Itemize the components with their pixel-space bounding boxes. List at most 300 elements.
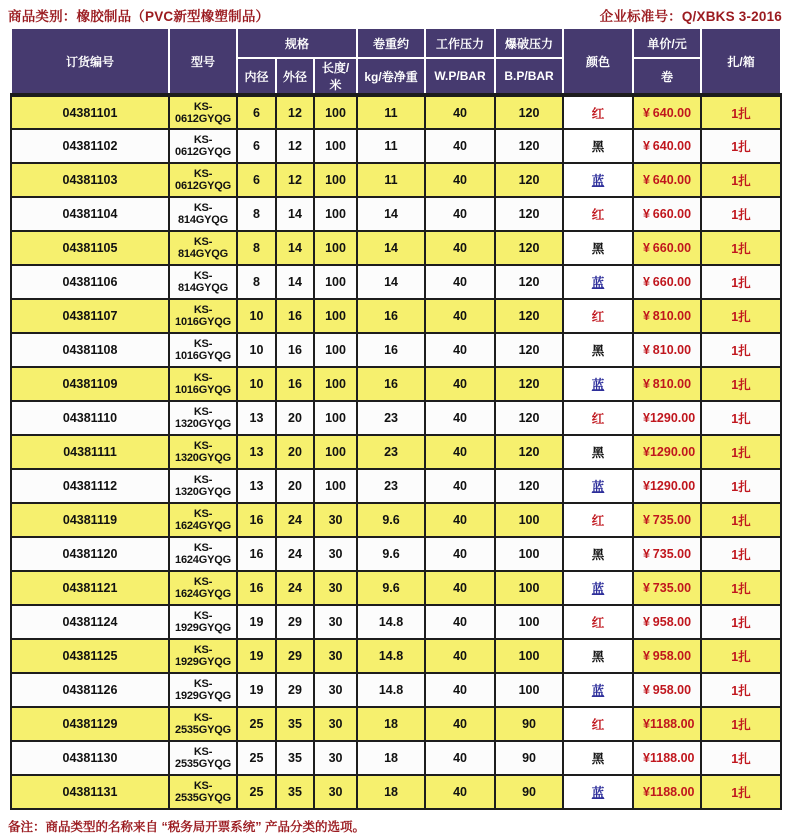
- roll-weight-cell: 18: [357, 707, 425, 741]
- burst-pressure-cell: 100: [495, 673, 563, 707]
- working-pressure-cell: 40: [425, 265, 495, 299]
- working-pressure-cell: 40: [425, 537, 495, 571]
- roll-weight-cell: 23: [357, 435, 425, 469]
- color-cell: [563, 503, 633, 537]
- length-cell: 100: [314, 163, 357, 197]
- order-number-cell: 04381107: [11, 299, 169, 333]
- table-row: [11, 163, 781, 197]
- roll-weight-cell: 14.8: [357, 605, 425, 639]
- color-cell: [563, 401, 633, 435]
- working-pressure-cell: 40: [425, 163, 495, 197]
- length-cell: 100: [314, 197, 357, 231]
- inner-diameter-cell: 6: [237, 95, 276, 129]
- table-row: [11, 639, 781, 673]
- color-cell: [563, 163, 633, 197]
- currency-symbol: ¥: [643, 139, 650, 153]
- roll-weight-cell: 18: [357, 741, 425, 775]
- currency-symbol: ¥: [643, 343, 650, 357]
- bundle-cell: 1扎: [701, 401, 781, 435]
- length-cell: 30: [314, 503, 357, 537]
- order-number-cell: 04381103: [11, 163, 169, 197]
- roll-weight-cell: 14.8: [357, 639, 425, 673]
- working-pressure-cell: 40: [425, 469, 495, 503]
- price-cell: [633, 197, 701, 231]
- model-cell: KS-814GYQG: [169, 265, 237, 299]
- table-row: [11, 95, 781, 129]
- working-pressure-cell: 40: [425, 299, 495, 333]
- outer-diameter-cell: 14: [276, 197, 314, 231]
- bundle-cell: 1扎: [701, 639, 781, 673]
- price-table-container: [10, 27, 780, 810]
- price-cell: [633, 299, 701, 333]
- roll-weight-cell: 16: [357, 299, 425, 333]
- table-row: [11, 469, 781, 503]
- length-cell: 100: [314, 299, 357, 333]
- color-cell: [563, 639, 633, 673]
- model-cell: KS-2535GYQG: [169, 775, 237, 809]
- roll-weight-cell: 9.6: [357, 571, 425, 605]
- roll-weight-cell: 14: [357, 265, 425, 299]
- color-cell: [563, 95, 633, 129]
- col-header-burst-pressure: 爆破压力: [495, 28, 563, 58]
- color-value: 蓝: [591, 276, 605, 290]
- outer-diameter-cell: 20: [276, 469, 314, 503]
- currency-symbol: ¥: [643, 173, 650, 187]
- bundle-cell: 1扎: [701, 469, 781, 503]
- color-value: 红: [591, 310, 605, 324]
- burst-pressure-cell: 100: [495, 605, 563, 639]
- price-amount: 660.00: [652, 207, 692, 221]
- price-amount: 660.00: [652, 275, 692, 289]
- col-header-bundle: 扎/箱: [701, 28, 781, 95]
- table-row: [11, 741, 781, 775]
- color-value: 红: [591, 106, 605, 121]
- roll-weight-cell: 14: [357, 231, 425, 265]
- table-row: [11, 537, 781, 571]
- bundle-cell: 1扎: [701, 775, 781, 809]
- length-cell: 30: [314, 605, 357, 639]
- color-value: 黑: [591, 344, 605, 358]
- model-cell: KS-1320GYQG: [169, 469, 237, 503]
- col-header-inner-diameter: 内径: [237, 58, 276, 95]
- category-label: 商品类别：橡胶制品（PVC新型橡塑制品）: [8, 8, 270, 24]
- inner-diameter-cell: 13: [237, 469, 276, 503]
- currency-symbol: ¥: [643, 717, 650, 731]
- roll-weight-cell: 9.6: [357, 503, 425, 537]
- bundle-cell: 1扎: [701, 367, 781, 401]
- working-pressure-cell: 40: [425, 639, 495, 673]
- inner-diameter-cell: 25: [237, 741, 276, 775]
- bundle-cell: 1扎: [701, 537, 781, 571]
- burst-pressure-cell: 120: [495, 129, 563, 163]
- color-value: 蓝: [591, 174, 605, 188]
- outer-diameter-cell: 24: [276, 537, 314, 571]
- outer-diameter-cell: 12: [276, 95, 314, 129]
- color-cell: [563, 197, 633, 231]
- roll-weight-cell: 18: [357, 775, 425, 809]
- price-amount: 1188.00: [649, 751, 695, 765]
- table-row: [11, 299, 781, 333]
- inner-diameter-cell: 19: [237, 605, 276, 639]
- table-row: [11, 333, 781, 367]
- color-value: 黑: [591, 752, 605, 766]
- price-cell: [633, 775, 701, 809]
- table-row: [11, 605, 781, 639]
- price-amount: 1188.00: [649, 717, 695, 731]
- model-cell: KS-814GYQG: [169, 231, 237, 265]
- working-pressure-cell: 40: [425, 605, 495, 639]
- table-row: [11, 129, 781, 163]
- inner-diameter-cell: 13: [237, 401, 276, 435]
- working-pressure-cell: 40: [425, 129, 495, 163]
- price-cell: [633, 605, 701, 639]
- burst-pressure-cell: 90: [495, 775, 563, 809]
- color-value: 红: [591, 616, 605, 630]
- working-pressure-cell: 40: [425, 571, 495, 605]
- price-amount: 810.00: [652, 377, 692, 391]
- price-amount: 640.00: [652, 139, 692, 153]
- col-header-bp-unit: B.P/BAR: [495, 58, 563, 95]
- order-number-cell: 04381111: [11, 435, 169, 469]
- inner-diameter-cell: 16: [237, 537, 276, 571]
- bundle-cell: 1扎: [701, 707, 781, 741]
- order-number-cell: 04381124: [11, 605, 169, 639]
- price-cell: [633, 673, 701, 707]
- color-cell: [563, 707, 633, 741]
- table-row: [11, 775, 781, 809]
- outer-diameter-cell: 16: [276, 333, 314, 367]
- working-pressure-cell: 40: [425, 333, 495, 367]
- working-pressure-cell: 40: [425, 197, 495, 231]
- model-cell: KS-1929GYQG: [169, 639, 237, 673]
- model-cell: KS-0612GYQG: [169, 95, 237, 129]
- price-amount: 1290.00: [649, 411, 696, 425]
- table-row: [11, 571, 781, 605]
- order-number-cell: 04381126: [11, 673, 169, 707]
- color-cell: [563, 775, 633, 809]
- bundle-cell: 1扎: [701, 299, 781, 333]
- working-pressure-cell: 40: [425, 435, 495, 469]
- bundle-cell: 1扎: [701, 231, 781, 265]
- inner-diameter-cell: 13: [237, 435, 276, 469]
- working-pressure-cell: 40: [425, 503, 495, 537]
- table-row: [11, 401, 781, 435]
- inner-diameter-cell: 19: [237, 673, 276, 707]
- burst-pressure-cell: 120: [495, 163, 563, 197]
- color-cell: [563, 571, 633, 605]
- currency-symbol: ¥: [643, 105, 650, 120]
- outer-diameter-cell: 24: [276, 571, 314, 605]
- table-row: [11, 197, 781, 231]
- roll-weight-cell: 16: [357, 367, 425, 401]
- price-cell: [633, 741, 701, 775]
- burst-pressure-cell: 120: [495, 367, 563, 401]
- bundle-cell: 1扎: [701, 571, 781, 605]
- order-number-cell: 04381119: [11, 503, 169, 537]
- color-cell: [563, 605, 633, 639]
- color-value: 黑: [591, 140, 605, 154]
- price-table: [10, 27, 782, 810]
- price-cell: [633, 571, 701, 605]
- working-pressure-cell: 40: [425, 231, 495, 265]
- color-cell: [563, 333, 633, 367]
- color-cell: [563, 367, 633, 401]
- burst-pressure-cell: 90: [495, 707, 563, 741]
- length-cell: 30: [314, 775, 357, 809]
- model-cell: KS-1624GYQG: [169, 571, 237, 605]
- color-value: 黑: [591, 242, 605, 256]
- currency-symbol: ¥: [643, 479, 650, 493]
- price-amount: 958.00: [652, 615, 692, 629]
- table-row: [11, 707, 781, 741]
- table-row: [11, 503, 781, 537]
- inner-diameter-cell: 10: [237, 299, 276, 333]
- bundle-cell: 1扎: [701, 435, 781, 469]
- order-number-cell: 04381131: [11, 775, 169, 809]
- table-row: [11, 265, 781, 299]
- inner-diameter-cell: 8: [237, 265, 276, 299]
- color-value: 蓝: [591, 378, 605, 392]
- length-cell: 100: [314, 469, 357, 503]
- price-amount: 810.00: [652, 343, 692, 357]
- price-cell: [633, 401, 701, 435]
- model-cell: KS-1016GYQG: [169, 299, 237, 333]
- burst-pressure-cell: 120: [495, 265, 563, 299]
- model-cell: KS-814GYQG: [169, 197, 237, 231]
- price-cell: [633, 265, 701, 299]
- inner-diameter-cell: 6: [237, 163, 276, 197]
- roll-weight-cell: 23: [357, 401, 425, 435]
- currency-symbol: ¥: [643, 207, 650, 221]
- burst-pressure-cell: 120: [495, 299, 563, 333]
- burst-pressure-cell: 120: [495, 435, 563, 469]
- col-header-working-pressure: 工作压力: [425, 28, 495, 58]
- inner-diameter-cell: 16: [237, 503, 276, 537]
- burst-pressure-cell: 120: [495, 333, 563, 367]
- currency-symbol: ¥: [643, 411, 650, 425]
- length-cell: 30: [314, 673, 357, 707]
- burst-pressure-cell: 100: [495, 537, 563, 571]
- color-value: 红: [591, 718, 605, 732]
- price-cell: [633, 231, 701, 265]
- model-cell: KS-1929GYQG: [169, 605, 237, 639]
- outer-diameter-cell: 20: [276, 401, 314, 435]
- inner-diameter-cell: 6: [237, 129, 276, 163]
- outer-diameter-cell: 20: [276, 435, 314, 469]
- inner-diameter-cell: 16: [237, 571, 276, 605]
- price-cell: [633, 435, 701, 469]
- length-cell: 100: [314, 265, 357, 299]
- roll-weight-cell: 23: [357, 469, 425, 503]
- price-cell: [633, 95, 701, 129]
- model-cell: KS-0612GYQG: [169, 129, 237, 163]
- outer-diameter-cell: 35: [276, 741, 314, 775]
- working-pressure-cell: 40: [425, 775, 495, 809]
- model-cell: KS-1016GYQG: [169, 367, 237, 401]
- table-row: [11, 367, 781, 401]
- bundle-cell: 1扎: [701, 197, 781, 231]
- order-number-cell: 04381109: [11, 367, 169, 401]
- currency-symbol: ¥: [643, 445, 650, 459]
- order-number-cell: 04381120: [11, 537, 169, 571]
- table-row: [11, 673, 781, 707]
- currency-symbol: ¥: [643, 751, 650, 765]
- col-header-spec-group: 规格: [237, 28, 357, 58]
- color-value: 黑: [591, 650, 605, 664]
- outer-diameter-cell: 12: [276, 163, 314, 197]
- price-amount: 1290.00: [649, 445, 696, 459]
- model-cell: KS-1016GYQG: [169, 333, 237, 367]
- bundle-cell: 1扎: [701, 129, 781, 163]
- inner-diameter-cell: 10: [237, 333, 276, 367]
- color-value: 蓝: [591, 684, 605, 698]
- burst-pressure-cell: 120: [495, 231, 563, 265]
- inner-diameter-cell: 25: [237, 775, 276, 809]
- model-cell: KS-0612GYQG: [169, 163, 237, 197]
- length-cell: 30: [314, 639, 357, 673]
- remark-note: 备注：商品类型的名称来自 “税务局开票系统” 产品分类的选项。: [8, 820, 365, 834]
- price-amount: 1188.00: [649, 785, 695, 799]
- length-cell: 100: [314, 367, 357, 401]
- burst-pressure-cell: 100: [495, 639, 563, 673]
- outer-diameter-cell: 12: [276, 129, 314, 163]
- bundle-cell: 1扎: [701, 333, 781, 367]
- price-amount: 1290.00: [649, 479, 696, 493]
- bundle-cell: 1扎: [701, 163, 781, 197]
- outer-diameter-cell: 29: [276, 673, 314, 707]
- length-cell: 100: [314, 333, 357, 367]
- color-cell: [563, 129, 633, 163]
- currency-symbol: ¥: [643, 513, 650, 527]
- currency-symbol: ¥: [643, 649, 650, 663]
- roll-weight-cell: 11: [357, 163, 425, 197]
- order-number-cell: 04381130: [11, 741, 169, 775]
- price-cell: [633, 639, 701, 673]
- outer-diameter-cell: 35: [276, 707, 314, 741]
- col-header-outer-diameter: 外径: [276, 58, 314, 95]
- inner-diameter-cell: 8: [237, 231, 276, 265]
- color-value: 蓝: [591, 786, 605, 800]
- order-number-cell: 04381129: [11, 707, 169, 741]
- price-amount: 810.00: [652, 309, 692, 323]
- price-amount: 660.00: [652, 241, 692, 255]
- roll-weight-cell: 11: [357, 95, 425, 129]
- price-cell: [633, 469, 701, 503]
- currency-symbol: ¥: [643, 615, 650, 629]
- table-body: [11, 95, 781, 809]
- col-header-model: 型号: [169, 28, 237, 95]
- currency-symbol: ¥: [643, 547, 650, 561]
- roll-weight-cell: 14: [357, 197, 425, 231]
- outer-diameter-cell: 35: [276, 775, 314, 809]
- price-cell: [633, 537, 701, 571]
- model-cell: KS-2535GYQG: [169, 741, 237, 775]
- currency-symbol: ¥: [643, 785, 650, 799]
- color-value: 黑: [591, 548, 605, 562]
- burst-pressure-cell: 120: [495, 401, 563, 435]
- price-cell: [633, 503, 701, 537]
- outer-diameter-cell: 29: [276, 605, 314, 639]
- inner-diameter-cell: 10: [237, 367, 276, 401]
- currency-symbol: ¥: [643, 581, 650, 595]
- outer-diameter-cell: 24: [276, 503, 314, 537]
- working-pressure-cell: 40: [425, 707, 495, 741]
- bundle-cell: 1扎: [701, 95, 781, 129]
- color-value: 红: [591, 514, 605, 528]
- bundle-cell: 1扎: [701, 741, 781, 775]
- model-cell: KS-2535GYQG: [169, 707, 237, 741]
- price-amount: 958.00: [652, 683, 692, 697]
- order-number-cell: 04381105: [11, 231, 169, 265]
- roll-weight-cell: 14.8: [357, 673, 425, 707]
- working-pressure-cell: 40: [425, 367, 495, 401]
- model-cell: KS-1320GYQG: [169, 435, 237, 469]
- length-cell: 30: [314, 571, 357, 605]
- length-cell: 30: [314, 537, 357, 571]
- col-header-wp-unit: W.P/BAR: [425, 58, 495, 95]
- inner-diameter-cell: 19: [237, 639, 276, 673]
- order-number-cell: 04381102: [11, 129, 169, 163]
- price-amount: 735.00: [652, 513, 692, 527]
- bundle-cell: 1扎: [701, 673, 781, 707]
- length-cell: 100: [314, 401, 357, 435]
- roll-weight-cell: 16: [357, 333, 425, 367]
- color-cell: [563, 469, 633, 503]
- currency-symbol: ¥: [643, 275, 650, 289]
- order-number-cell: 04381112: [11, 469, 169, 503]
- col-header-roll-weight-unit: kg/卷净重: [357, 58, 425, 95]
- inner-diameter-cell: 25: [237, 707, 276, 741]
- color-value: 红: [591, 412, 605, 426]
- color-value: 黑: [591, 446, 605, 460]
- price-amount: 735.00: [652, 547, 692, 561]
- price-amount: 640.00: [652, 105, 692, 120]
- table-row: [11, 435, 781, 469]
- standard-number-label: 企业标准号：Q/XBKS 3-2016: [599, 8, 782, 24]
- color-cell: [563, 537, 633, 571]
- outer-diameter-cell: 29: [276, 639, 314, 673]
- length-cell: 100: [314, 95, 357, 129]
- length-cell: 100: [314, 231, 357, 265]
- color-cell: [563, 299, 633, 333]
- model-cell: KS-1624GYQG: [169, 537, 237, 571]
- burst-pressure-cell: 100: [495, 503, 563, 537]
- outer-diameter-cell: 16: [276, 367, 314, 401]
- col-header-order-number: 订货编号: [11, 28, 169, 95]
- color-cell: [563, 673, 633, 707]
- col-header-length: 长度/米: [314, 58, 357, 95]
- color-value: 蓝: [591, 480, 605, 494]
- model-cell: KS-1320GYQG: [169, 401, 237, 435]
- price-cell: [633, 129, 701, 163]
- model-cell: KS-1624GYQG: [169, 503, 237, 537]
- order-number-cell: 04381101: [11, 95, 169, 129]
- col-header-color: 颜色: [563, 28, 633, 95]
- order-number-cell: 04381106: [11, 265, 169, 299]
- order-number-cell: 04381121: [11, 571, 169, 605]
- col-header-per-roll: 卷: [633, 58, 701, 95]
- length-cell: 30: [314, 707, 357, 741]
- working-pressure-cell: 40: [425, 95, 495, 129]
- burst-pressure-cell: 120: [495, 197, 563, 231]
- price-amount: 735.00: [652, 581, 692, 595]
- length-cell: 100: [314, 129, 357, 163]
- color-value: 红: [591, 208, 605, 222]
- order-number-cell: 04381108: [11, 333, 169, 367]
- roll-weight-cell: 9.6: [357, 537, 425, 571]
- roll-weight-cell: 11: [357, 129, 425, 163]
- length-cell: 30: [314, 741, 357, 775]
